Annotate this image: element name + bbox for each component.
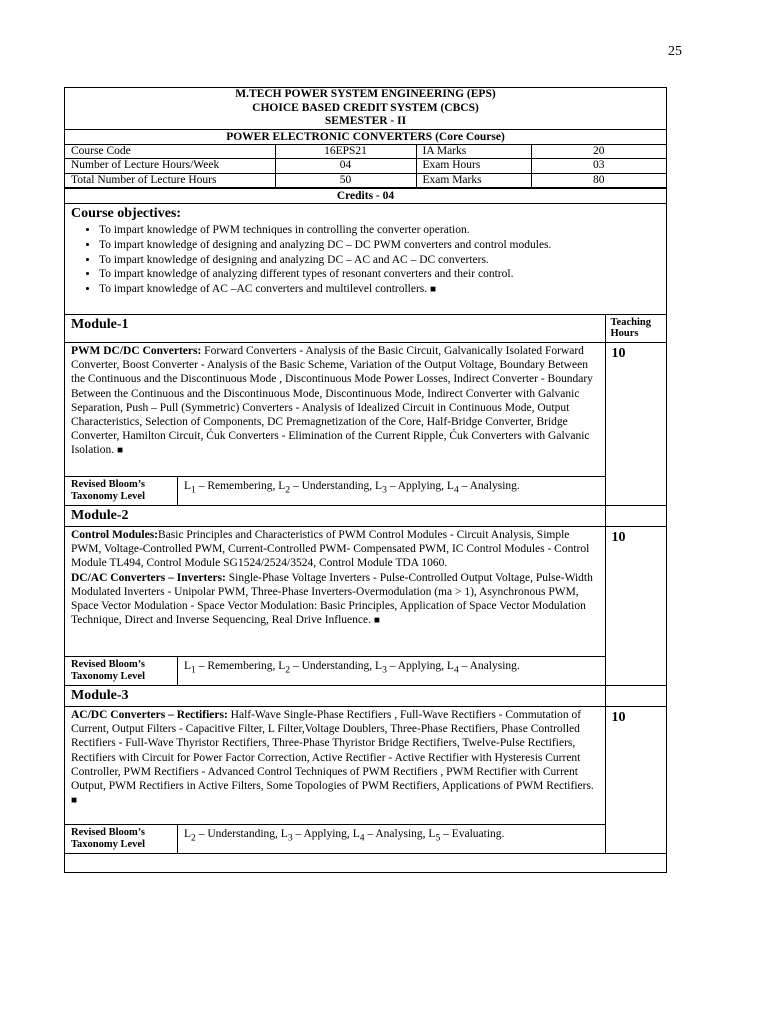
info-label: Number of Lecture Hours/Week — [65, 159, 275, 174]
bloom-levels: $L_1$ – Remembering, $L_2$ – Understanding, $L_3$ – Applying, $L_4$ – Analysing. — [184, 479, 520, 496]
module-section-text: Basic Principles and Characteristics of PWM Control Modules - Circuit Analysis, Simple PWM, Voltage-Controlled PWM, Current-Controlled PWM- Compensated PWM, IC Control Modules - Control Module TL494, Control Module SG1524/2524/3524, Control Module TDA 1060. — [71, 528, 590, 570]
modules-table — [65, 315, 666, 872]
credit-system-title: CHOICE BASED CREDIT SYSTEM (CBCS) — [252, 101, 479, 114]
module-content — [65, 343, 605, 476]
module-title: Module-2 — [65, 505, 605, 526]
info-value: 80 — [531, 173, 666, 188]
info-label: Exam Hours — [416, 159, 531, 174]
module-header-row — [65, 685, 666, 706]
objectives-list — [71, 223, 660, 298]
module-body — [65, 706, 605, 853]
objective-item — [99, 282, 660, 298]
module-hours: 10 — [611, 709, 626, 725]
end-mark: ■ — [117, 445, 124, 457]
info-label: IA Marks — [416, 145, 531, 159]
bloom-label: Revised Bloom’s Taxonomy Level — [65, 477, 178, 505]
credits: Credits - 04 — [65, 188, 666, 204]
module-title: Module-3 — [65, 685, 605, 706]
module-body — [65, 342, 605, 505]
objective-item: • To impart knowledge of designing and analyzing DC – AC and AC – DC converters. — [99, 253, 660, 268]
module-content — [65, 527, 605, 656]
module-section-text: Half-Wave Single-Phase Rectifiers , Full-Wave Rectifiers - Commutation of Current, Output Filters - Capacitive Filter, L Filter,Voltage Doublers, Three-Phase Rectifiers, Phase Controlled Rectifiers - Full-Wave Thyristor Rectifiers, Three-Phase Thyristor Bridge Rectifiers, Twelve-Pulse Rectifiers, Rectifiers with Circuit for Power Factor Correction, Active Rectifier - Active Rectifier with Hysteresis Current Controller, PWM Rectifiers - Advanced Control Techniques of PWM Rectifiers , PWM Rectifier with Current Output, PWM Rectifiers in Active Filters, Some Topologies of PWM Rectifiers, Applications of PWM Rectifiers. — [71, 708, 594, 792]
course-info-row — [65, 173, 666, 188]
empty-row — [65, 853, 666, 872]
bloom-label: Revised Bloom’s Taxonomy Level — [65, 825, 178, 853]
module-hours-cell — [605, 526, 666, 685]
bloom-row — [65, 656, 605, 685]
module-title: Module-1 — [65, 315, 605, 343]
objective-item: • To impart knowledge of PWM techniques in controlling the converter operation. — [99, 223, 660, 238]
bloom-row — [65, 824, 605, 853]
module-hours: 10 — [611, 345, 626, 361]
end-mark: ■ — [430, 284, 437, 296]
course-objectives — [65, 204, 666, 315]
module-section-text: Forward Converters - Analysis of the Basic Circuit, Galvanically Isolated Forward Converter, Boost Converter - Analysis of the Basic Scheme, Variation of the Output Voltage, Boundary Between the Continuous and the Discontinuous Mode , Discontinuous Mode Power Losses, Indirect Converter - Boundary Between the Continuous and the Discontinuous Mode, Discontinuous Mode, Indirect Converter with Galvanic Separation, Push – Pull (Symmetric) Converters - Analysis of Idealized Circuit in Continuous Mode, Output Characteristics, Selection of Components, DC Premagnetization of the Core, Half-Bridge Converter, Bridge Converter, Hamilton Circuit, Ćuk Converters - Elimination of the Current Ripple, Ćuk Converters with Galvanic Isolation. — [71, 344, 593, 457]
empty-cell — [65, 853, 666, 872]
info-label: Course Code — [65, 145, 275, 159]
end-mark: ■ — [71, 795, 78, 807]
page-number: 25 — [668, 44, 682, 59]
module-header-spacer — [605, 505, 666, 526]
course-info-row — [65, 159, 666, 174]
course-title: POWER ELECTRONIC CONVERTERS (Core Course) — [65, 130, 666, 145]
module-section-heading: AC/DC Converters – Rectifiers: — [71, 708, 228, 721]
module-section-text: Single-Phase Voltage Inverters - Pulse-Controlled Output Voltage, Pulse-Width Modulated Inverters - Unipolar PWM, Three-Phase Inverters-Overmodulation (ma > 1), Asynchronous PWM, Space Vector Modulation - Space Vector Modulation: Basic Principles, Application of Space Vector Modulation Technique, Direct and Inverse Sequencing, Real Drive Influence. — [71, 571, 593, 627]
syllabus-document — [64, 87, 667, 873]
info-label: Total Number of Lecture Hours — [65, 173, 275, 188]
module-content — [65, 707, 605, 824]
module-body-row — [65, 526, 666, 685]
module-section-heading: PWM DC/DC Converters: — [71, 344, 202, 357]
info-value: 03 — [531, 159, 666, 174]
objective-text: To impart knowledge of AC –AC converters and multilevel controllers. — [99, 283, 428, 296]
document-header — [65, 88, 666, 130]
module-header-row — [65, 315, 666, 343]
end-mark: ■ — [373, 615, 380, 627]
info-value: 16EPS21 — [275, 145, 416, 159]
module-body-row — [65, 706, 666, 853]
module-header-spacer — [605, 685, 666, 706]
module-header-row — [65, 505, 666, 526]
info-value: 50 — [275, 173, 416, 188]
teaching-hours-label: Teaching Hours — [610, 316, 651, 340]
info-value: 04 — [275, 159, 416, 174]
module-hours: 10 — [611, 529, 626, 545]
course-info-table — [65, 145, 666, 189]
bloom-levels: $L_2$ – Understanding, $L_3$ – Applying, $L_4$ – Analysing, $L_5$ – Evaluating. — [184, 827, 505, 844]
module-body-row — [65, 342, 666, 505]
module-section-heading: Control Modules: — [71, 528, 158, 541]
program-title: M.TECH POWER SYSTEM ENGINEERING (EPS) — [235, 88, 496, 100]
objective-item: • To impart knowledge of designing and analyzing DC – DC PWM converters and control modules. — [99, 238, 660, 253]
objective-item: • To impart knowledge of analyzing different types of resonant converters and their control. — [99, 267, 660, 282]
module-hours-cell — [605, 706, 666, 853]
course-info-row — [65, 145, 666, 159]
bloom-levels: $L_1$ – Remembering, $L_2$ – Understanding, $L_3$ – Applying, $L_4$ – Analysing. — [184, 659, 520, 676]
objectives-heading: Course objectives: — [71, 206, 182, 221]
bloom-row — [65, 476, 605, 505]
module-section-heading: DC/AC Converters – Inverters: — [71, 571, 226, 584]
module-body — [65, 526, 605, 685]
bloom-label: Revised Bloom’s Taxonomy Level — [65, 657, 178, 685]
module-hours-cell — [605, 342, 666, 505]
semester-title: SEMESTER - II — [324, 115, 407, 127]
info-value: 20 — [531, 145, 666, 159]
info-label: Exam Marks — [416, 173, 531, 188]
